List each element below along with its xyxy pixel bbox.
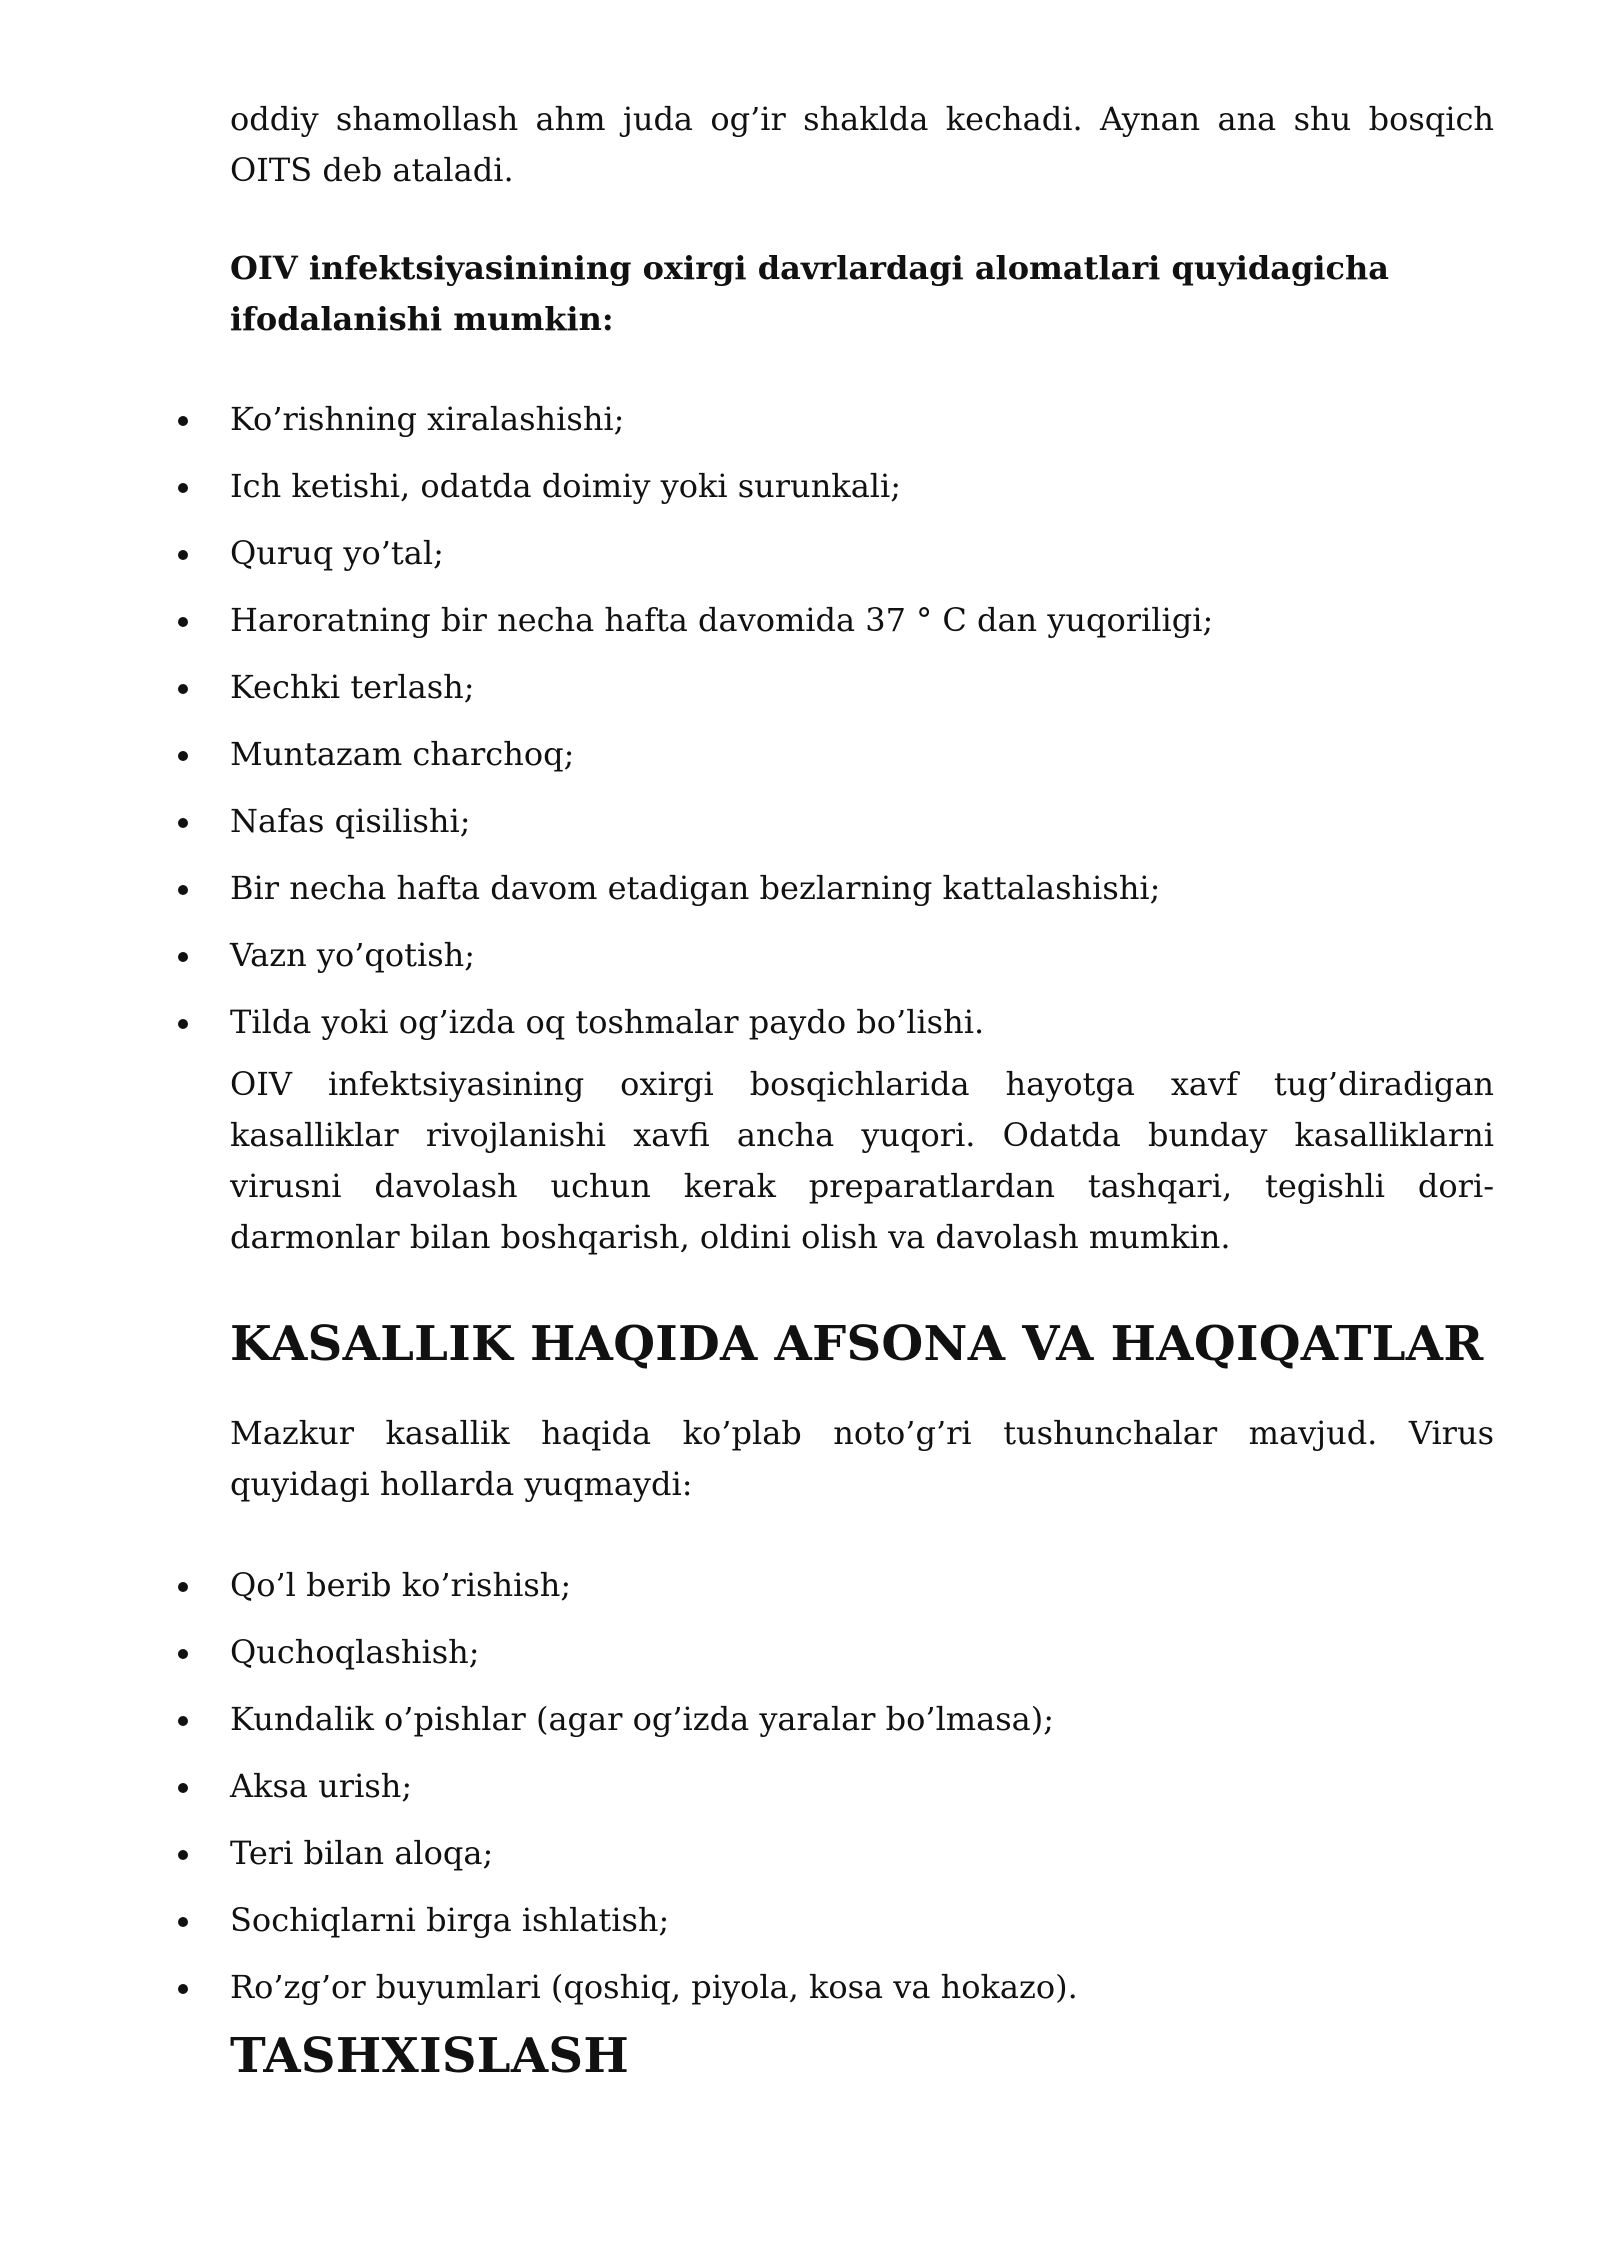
list-item: Nafas qisilishi; [0, 796, 1600, 863]
bullet-icon [178, 1582, 188, 1592]
list-item: Bir necha hafta davom etadigan bezlarning kattalashishi; [0, 863, 1600, 930]
late-stage-paragraph: OIV infektsiyasining oxirgi bosqichlarida hayotga xavf tug’diradigan kasalliklar rivojlanishi xavfi ancha yuqori. Odatda bunday kasalliklarni virusni davolash uchun kerak preparatlardan tashqari, tegishli dori-darmonlar bilan boshqarish, oldini olish va davolash mumkin. [230, 1065, 1494, 1256]
list-item: Teri bilan aloqa; [0, 1828, 1600, 1895]
bullet-icon [178, 818, 188, 828]
list-item: Quchoqlashish; [0, 1627, 1600, 1694]
bullet-icon [178, 952, 188, 962]
bullet-icon [178, 751, 188, 761]
myths-intro-paragraph: Mazkur kasallik haqida ko’plab noto’g’ri tushunchalar mavjud. Virus quyidagi hollarda yuqmaydi: [230, 1414, 1494, 1503]
bullet-icon [178, 1984, 188, 1994]
bullet-icon [178, 1783, 188, 1793]
list-item: Kundalik o’pishlar (agar og’izda yaralar bo’lmasa); [0, 1694, 1600, 1761]
bullet-icon [178, 416, 188, 426]
bullet-icon [178, 684, 188, 694]
list-item: Ich ketishi, odatda doimiy yoki surunkali; [0, 461, 1600, 528]
bullet-icon [178, 1019, 188, 1029]
list-item: Tilda yoki og’izda oq toshmalar paydo bo’lishi. [0, 997, 1600, 1064]
bullet-icon [178, 1649, 188, 1659]
bullet-icon [178, 1917, 188, 1927]
bullet-icon [178, 617, 188, 627]
list-item: Vazn yo’qotish; [0, 930, 1600, 997]
myths-heading: KASALLIK HAQIDA AFSONA VA HAQIQATLAR [230, 1316, 1484, 1372]
bullet-icon [178, 1716, 188, 1726]
bullet-icon [178, 483, 188, 493]
bullet-icon [178, 1850, 188, 1860]
symptoms-list [0, 394, 1600, 1064]
list-item: Kechki terlash; [0, 662, 1600, 729]
list-item: Ro’zg’or buyumlari (qoshiq, piyola, kosa va hokazo). [0, 1962, 1600, 2029]
list-item: Muntazam charchoq; [0, 729, 1600, 796]
bullet-icon [178, 885, 188, 895]
symptoms-lead-in: OIV infektsiyasinining oxirgi davrlardagi alomatlari quyidagicha ifodalanishi mumkin: [230, 249, 1389, 338]
not-transmitted-list [0, 1560, 1600, 2029]
list-item: Haroratning bir necha hafta davomida 37 ° C dan yuqoriligi; [0, 595, 1600, 662]
list-item: Sochiqlarni birga ishlatish; [0, 1895, 1600, 1962]
list-item: Ko’rishning xiralashishi; [0, 394, 1600, 461]
list-item: Qo’l berib ko’rishish; [0, 1560, 1600, 1627]
bullet-icon [178, 550, 188, 560]
list-item: Aksa urish; [0, 1761, 1600, 1828]
intro-paragraph: oddiy shamollash ahm juda og’ir shaklda kechadi. Aynan ana shu bosqich OITS deb ataladi. [230, 100, 1494, 189]
diagnosis-heading: TASHXISLASH [230, 2028, 630, 2084]
list-item: Quruq yo’tal; [0, 528, 1600, 595]
